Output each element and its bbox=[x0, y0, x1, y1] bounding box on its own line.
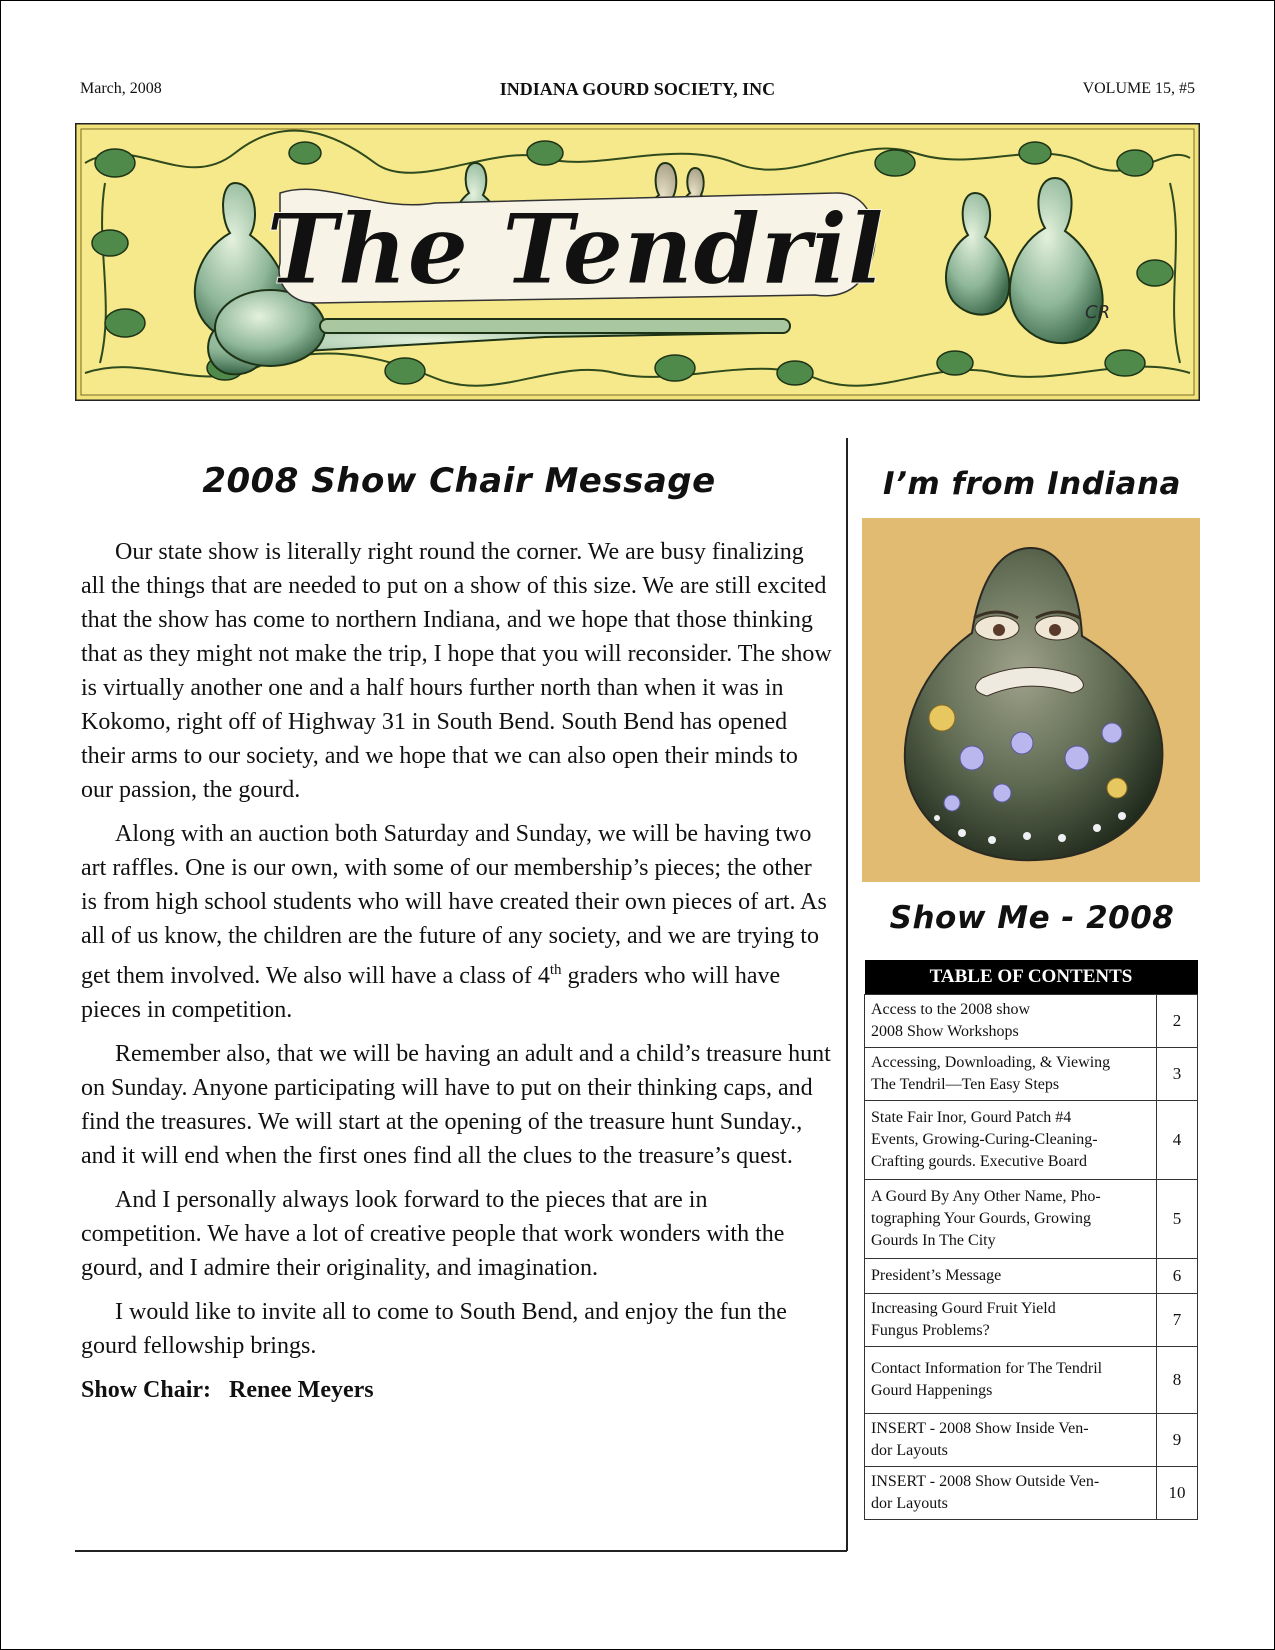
article-paragraph-4: And I personally always look forward to the pieces that are in competition. We have a lot of creative people that work wonders with the gourd, and I admire their originality, and imagination. bbox=[81, 1187, 785, 1281]
toc-line: INSERT - 2008 Show Outside Ven- bbox=[871, 1473, 1100, 1490]
sidebar-title: I’m from Indiana bbox=[883, 466, 1181, 502]
sidebar-subtitle: Show Me - 2008 bbox=[889, 900, 1175, 936]
toc-row bbox=[865, 1259, 1198, 1294]
toc-line: Accessing, Downloading, & Viewing bbox=[871, 1054, 1111, 1071]
article-title: 2008 Show Chair Message bbox=[202, 461, 716, 501]
signoff-label: Show Chair: bbox=[81, 1377, 212, 1403]
ordinal-suffix: th bbox=[549, 962, 562, 978]
paragraph-2-tail: graders who will have pieces in competition. bbox=[81, 963, 781, 1023]
toc-line: A Gourd By Any Other Name, Pho- bbox=[871, 1188, 1101, 1205]
toc-page: 9 bbox=[1157, 1414, 1198, 1467]
toc-heading: TABLE OF CONTENTS bbox=[865, 960, 1198, 995]
toc-entry bbox=[865, 1048, 1157, 1101]
toc-line: 2008 Show Workshops bbox=[871, 1023, 1019, 1040]
gourd-photo bbox=[862, 518, 1200, 882]
toc-line: Increasing Gourd Fruit Yield bbox=[871, 1300, 1056, 1317]
toc-line: Gourd Happenings bbox=[871, 1382, 993, 1399]
toc-line: Events, Growing-Curing-Cleaning- bbox=[871, 1131, 1098, 1148]
toc-line: President’s Message bbox=[871, 1267, 1002, 1284]
toc-row bbox=[865, 1294, 1198, 1347]
article-paragraph-1: Our state show is literally right round the corner. We are busy finalizing all the things that are needed to put on a show of this size. We are still excited that the show has come to northern Indiana, and we hope that those thinking that as they might not make the trip, I hope that you will reconsider. The show is virtually another one and a half hours further north than when it was in Kokomo, right off of Highway 31 in South Bend. South Bend has opened their arms to our society, and we hope that we can also open their minds to our passion, the gourd. bbox=[81, 539, 832, 803]
signoff bbox=[81, 1373, 833, 1407]
toc-line: dor Layouts bbox=[871, 1442, 948, 1459]
toc-entry bbox=[865, 1101, 1157, 1180]
toc-entry bbox=[865, 995, 1157, 1048]
toc-line: Gourds In The City bbox=[871, 1232, 996, 1249]
toc-page: 6 bbox=[1157, 1259, 1198, 1294]
toc-row bbox=[865, 1048, 1198, 1101]
toc-line: The Tendril—Ten Easy Steps bbox=[871, 1076, 1060, 1093]
toc-entry bbox=[865, 1259, 1157, 1294]
toc-line: dor Layouts bbox=[871, 1495, 948, 1512]
masthead-title: The Tendril bbox=[266, 193, 884, 306]
article-bottom-rule bbox=[75, 1550, 847, 1552]
painted-gourd-image bbox=[862, 518, 1200, 882]
toc-row bbox=[865, 995, 1198, 1048]
paragraph-2-text: Along with an auction both Saturday and Sunday, we will be having two art raffles. One is our own, with some of our membership’s pieces; the other is from high school students who will have created their own pieces of art. As all of us know, the children are the future of any society, and we are trying to get them involved. We also will have a class of 4 bbox=[81, 821, 827, 989]
article-paragraph-2 bbox=[81, 817, 833, 1027]
volume-number: VOLUME 15, #5 bbox=[1082, 80, 1195, 97]
signoff-name: Renee Meyers bbox=[229, 1377, 374, 1403]
toc-entry bbox=[865, 1294, 1157, 1347]
toc-body bbox=[865, 995, 1198, 1520]
toc-page: 10 bbox=[1157, 1467, 1198, 1520]
toc-entry bbox=[865, 1414, 1157, 1467]
article-paragraph-5: I would like to invite all to come to South Bend, and enjoy the fun the gourd fellowship brings. bbox=[81, 1299, 787, 1359]
toc-row bbox=[865, 1467, 1198, 1520]
toc-page: 2 bbox=[1157, 995, 1198, 1048]
toc-entry bbox=[865, 1347, 1157, 1414]
toc-line: tographing Your Gourds, Growing bbox=[871, 1210, 1091, 1227]
toc-line: INSERT - 2008 Show Inside Ven- bbox=[871, 1420, 1089, 1437]
toc-page: 7 bbox=[1157, 1294, 1198, 1347]
toc-page: 5 bbox=[1157, 1180, 1198, 1259]
column-divider bbox=[846, 438, 848, 1551]
table-of-contents bbox=[864, 960, 1198, 1520]
toc-line: Contact Information for The Tendril bbox=[871, 1360, 1103, 1377]
toc-line: Access to the 2008 show bbox=[871, 1001, 1031, 1018]
toc-line: State Fair Inor, Gourd Patch #4 bbox=[871, 1109, 1072, 1126]
toc-row bbox=[865, 1347, 1198, 1414]
masthead-illustration bbox=[75, 123, 1200, 401]
toc-line: Crafting gourds. Executive Board bbox=[871, 1153, 1087, 1170]
toc-row bbox=[865, 1414, 1198, 1467]
artist-signature: CR bbox=[1085, 302, 1111, 323]
toc-page: 3 bbox=[1157, 1048, 1198, 1101]
toc-entry bbox=[865, 1180, 1157, 1259]
toc-page: 4 bbox=[1157, 1101, 1198, 1180]
toc-row bbox=[865, 1101, 1198, 1180]
toc-row bbox=[865, 1180, 1198, 1259]
issue-date: March, 2008 bbox=[80, 80, 162, 97]
organization-name: INDIANA GOURD SOCIETY, INC bbox=[499, 79, 776, 99]
article-paragraph-3: Remember also, that we will be having an adult and a child’s treasure hunt on Sunday. Anyone participating will have to put on their thinking caps, and find the treasures. We will start at the opening of the treasure hunt Sunday., and it will end when the first ones find all the clues to the treasure’s quest. bbox=[81, 1041, 831, 1169]
toc-entry bbox=[865, 1467, 1157, 1520]
toc-line: Fungus Problems? bbox=[871, 1322, 990, 1339]
toc-page: 8 bbox=[1157, 1347, 1198, 1414]
masthead-banner bbox=[75, 123, 1200, 401]
article-body bbox=[81, 535, 833, 1407]
